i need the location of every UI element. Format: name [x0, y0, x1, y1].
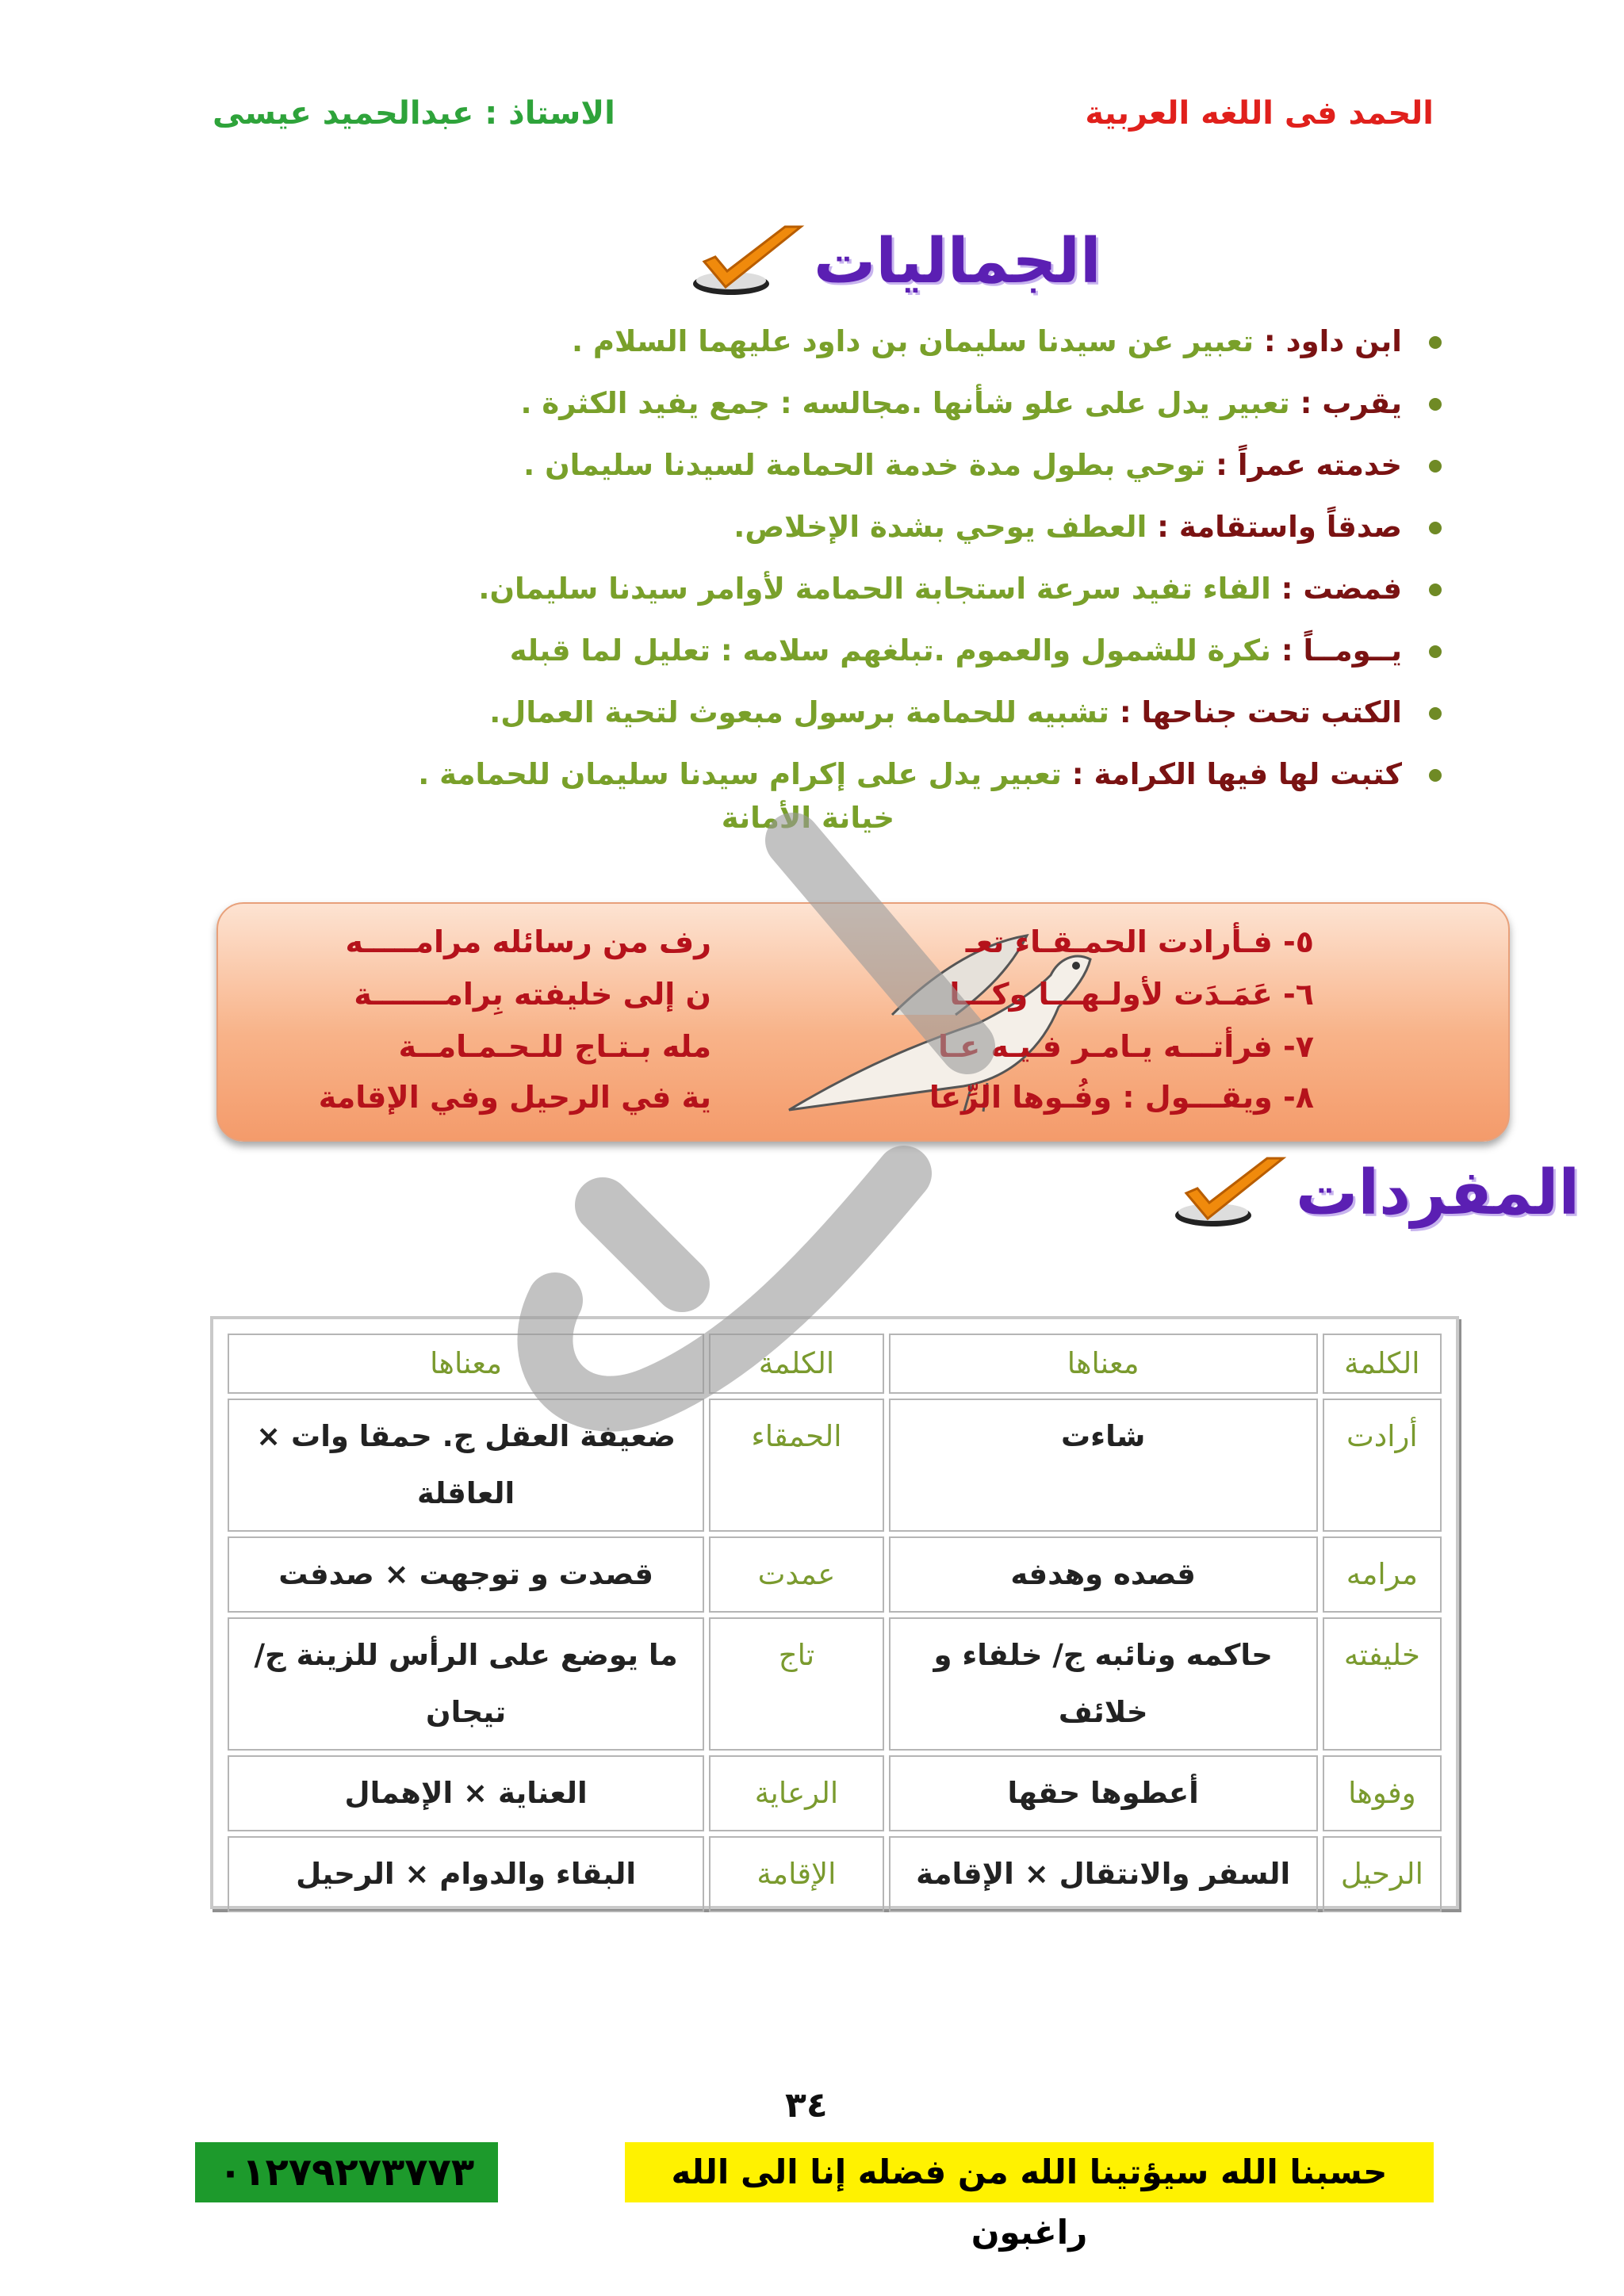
- poem-verse-right: ٧- فرأتـــه يـامـر فـيـه عـا: [937, 1029, 1314, 1064]
- meaning-cell: قصدت و توجهت × صدفت: [228, 1536, 704, 1613]
- bullet-term: صدقاً واستقامة :: [1157, 510, 1402, 544]
- bullet-term: ابن داود :: [1263, 324, 1402, 358]
- table-row: [228, 1755, 1442, 1831]
- bullet-term: خدمته عمراً :: [1216, 448, 1402, 482]
- teacher-name: الاستاذ : عبدالحميد عيسى: [213, 95, 615, 132]
- list-item: [173, 558, 1442, 620]
- bullet-term: فمضت :: [1281, 572, 1402, 606]
- poem-verse-right: ٥- فـأرادت الحمـقـاء تعـ: [965, 924, 1314, 959]
- table-header-row: [228, 1334, 1442, 1394]
- bullet-icon: [1429, 584, 1442, 596]
- list-item: [173, 496, 1442, 558]
- meaning-cell: أعطوها حقها: [889, 1755, 1318, 1831]
- bullet-explanation: تعبير يدل على علو شأنها .مجالسه : جمع يفيد الكثرة .: [520, 386, 1300, 420]
- column-header: معناها: [889, 1334, 1318, 1394]
- word-cell: الرحيل: [1323, 1836, 1442, 1912]
- list-item: [173, 682, 1442, 744]
- list-item: [173, 744, 1442, 806]
- footer-dua-banner: حسبنا الله سيؤتينا الله من فضله إنا الى الله راغبون: [625, 2142, 1434, 2202]
- vocab-title-text: المفردات: [1296, 1158, 1580, 1229]
- meaning-cell: شاءت: [889, 1399, 1318, 1532]
- poem-box: [216, 902, 1510, 1142]
- bullet-term: يقرب :: [1300, 386, 1402, 420]
- poem-verse-right: ٨- ويقـــول : وفُـوها الرِّعا: [929, 1080, 1314, 1115]
- bullet-icon: [1429, 336, 1442, 349]
- bullet-icon: [1429, 769, 1442, 782]
- column-header: معناها: [228, 1334, 704, 1394]
- checkmark-icon: [690, 222, 809, 301]
- bullet-explanation: تعبير يدل على إكرام سيدنا سليمان للحمامة .: [418, 757, 1072, 791]
- word-cell: خليفته: [1323, 1617, 1442, 1751]
- word-cell: الحمقاء: [709, 1399, 883, 1532]
- word-cell: عمدت: [709, 1536, 883, 1613]
- list-item: [173, 373, 1442, 434]
- poem-verse-left: ن إلى خليفته بِرامـــــــة: [354, 977, 711, 1012]
- bullet-explanation: توحي بطول مدة خدمة الحمامة لسيدنا سليمان .: [523, 448, 1216, 482]
- bullet-explanation: نكرة للشمول والعموم .تبلغهم سلامه : تعليل لما قبله: [509, 633, 1281, 668]
- poem-verse-right: ٦- عَمَـدَت لأولـهـــا وكـــا: [949, 977, 1314, 1012]
- list-item: [173, 620, 1442, 682]
- bullet-explanation: تشبيه للحمامة برسول مبعوث لتحية العمال.: [489, 695, 1120, 729]
- poem-verse-left: مله بـتـاج للـحـمـامــة: [398, 1029, 711, 1064]
- meaning-cell: قصده وهدفه: [889, 1536, 1318, 1613]
- meaning-cell: البقاء والدوام × الرحيل: [228, 1836, 704, 1912]
- meaning-cell: العناية × الإهمال: [228, 1755, 704, 1831]
- word-cell: تاج: [709, 1617, 883, 1751]
- bullet-icon: [1429, 460, 1442, 473]
- list-item: [173, 311, 1442, 373]
- table-row: [228, 1399, 1442, 1532]
- table-row: [228, 1836, 1442, 1912]
- word-cell: أرادت: [1323, 1399, 1442, 1532]
- poem-verse-left: رف من رسائله مرامـــــه: [345, 924, 711, 959]
- vocab-section-title: [1172, 1154, 1580, 1233]
- bullet-icon: [1429, 398, 1442, 411]
- bullet-explanation: تعبير عن سيدنا سليمان بن داود عليهما السلام .: [571, 324, 1264, 358]
- word-cell: الإقامة: [709, 1836, 883, 1912]
- table-row: [228, 1536, 1442, 1613]
- meaning-cell: السفر والانتقال × الإقامة: [889, 1836, 1318, 1912]
- bullet-explanation: العطف يوحي بشدة الإخلاص.: [733, 510, 1158, 544]
- bullet-icon: [1429, 522, 1442, 534]
- aesthetics-title-text: الجماليات: [814, 226, 1101, 297]
- document-header-title: الحمد فى اللغه العربية: [1085, 95, 1434, 132]
- bullet-term: كتبت لها فيها الكرامة :: [1071, 757, 1402, 791]
- vocabulary-table-frame: [210, 1316, 1459, 1909]
- page-number: ٣٤: [785, 2085, 828, 2126]
- vocabulary-table: [223, 1329, 1446, 1917]
- poem-verse-left: ية في الرحيل وفي الإقامة: [318, 1080, 711, 1115]
- bullet-term: يــومــاً :: [1281, 633, 1402, 668]
- meaning-cell: ضعيفة العقل ج. حمقا وات × العاقلة: [228, 1399, 704, 1532]
- aesthetics-section-title: [690, 222, 1101, 301]
- word-cell: وفوها: [1323, 1755, 1442, 1831]
- meaning-cell: حاكمه ونائبه ج/ خلفاء و خلائف: [889, 1617, 1318, 1751]
- bullet-term: الكتب تحت جناحها :: [1119, 695, 1402, 729]
- extra-note: خيانة الأمانة: [721, 801, 894, 835]
- checkmark-icon: [1172, 1154, 1291, 1233]
- meaning-cell: ما يوضع على الرأس للزينة ج/ تيجان: [228, 1617, 704, 1751]
- word-cell: الرعاية: [709, 1755, 883, 1831]
- word-cell: مرامه: [1323, 1536, 1442, 1613]
- aesthetics-list: [173, 311, 1442, 806]
- bullet-icon: [1429, 645, 1442, 658]
- list-item: [173, 434, 1442, 496]
- bullet-explanation: الفاء تفيد سرعة استجابة الحمامة لأوامر سيدنا سليمان.: [478, 572, 1281, 606]
- table-row: [228, 1617, 1442, 1751]
- column-header: الكلمة: [709, 1334, 883, 1394]
- column-header: الكلمة: [1323, 1334, 1442, 1394]
- footer-phone-number: ٠١٢٧٩٢٧٣٧٧٣: [195, 2142, 498, 2202]
- bullet-icon: [1429, 707, 1442, 720]
